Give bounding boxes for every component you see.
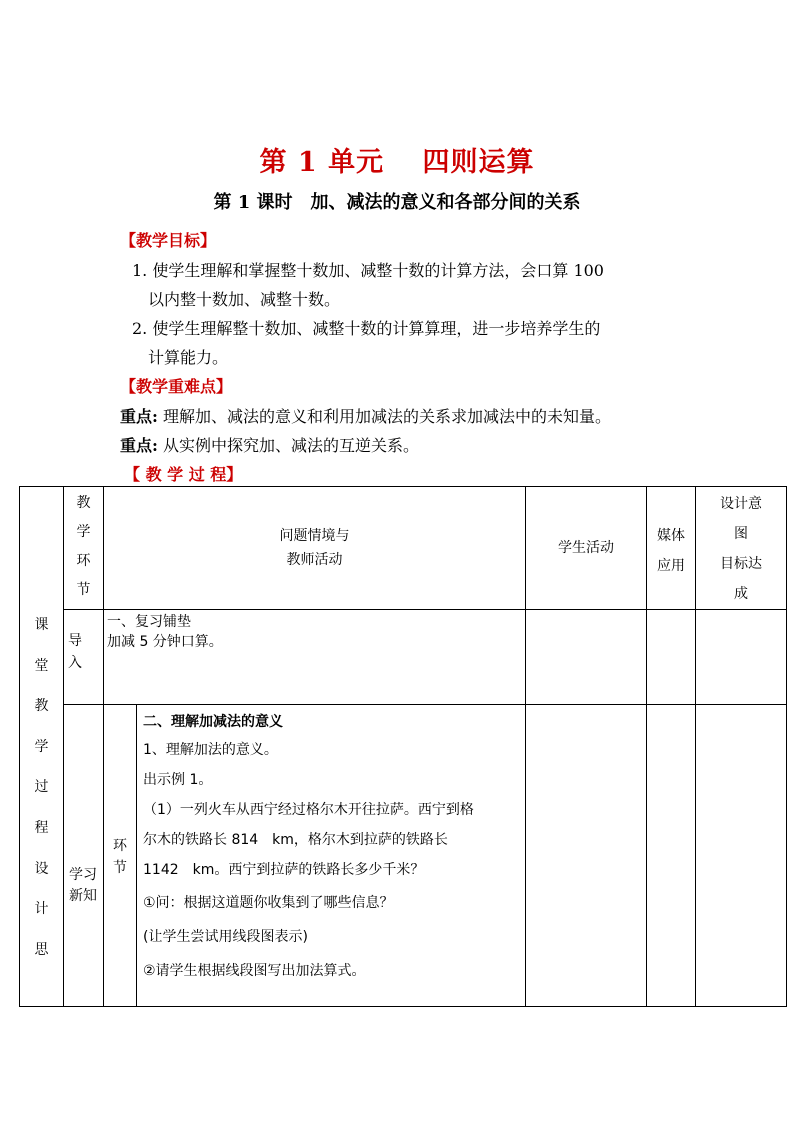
classroom-design-column: 课 堂 教 学 过 程 设 计 思 <box>20 487 64 1007</box>
header-question: 问题情境与 教师活动 <box>104 487 526 610</box>
table-header-row <box>20 487 787 610</box>
content-line: 1142 km。西宁到拉萨的铁路长多少千米？ <box>143 862 425 878</box>
key-point-1-text: 理解加、减法的意义和利用加减法的关系求加减法中的未知量。 <box>157 407 612 426</box>
objective-1-line2: 以内整十数加、减整十数。 <box>148 290 341 309</box>
objectives-heading: 【教学目标】 <box>120 231 217 250</box>
objective-2-line2: 计算能力。 <box>148 348 229 367</box>
header-design-intent: 设计意 图 目标达 成 <box>696 487 787 610</box>
intro-content: 一、复习铺垫 加减 5 分钟口算。 <box>104 610 526 705</box>
intro-media-cell <box>647 610 696 705</box>
key-point-2 <box>120 433 419 456</box>
header-student-activity: 学生活动 <box>526 487 647 610</box>
objective-1-line1: 1. 使学生理解和掌握整十数加、减整十数的计算方法，会口算 100 <box>132 261 604 280</box>
sub-stage: 环 节 <box>104 705 137 1007</box>
key-point-1-label: 重点: <box>120 407 158 426</box>
content-line: 尔木的铁路长 814 km，格尔木到拉萨的铁路长 <box>143 832 448 848</box>
header-stage: 教 学 环 节 <box>64 487 104 610</box>
new-knowledge-heading: 二、理解加减法的意义 <box>143 714 283 730</box>
key-point-1 <box>120 404 611 427</box>
stage-learn-new: 学习 新知 <box>64 705 104 1007</box>
lesson-subtitle: 第 1 课时 加、减法的意义和各部分间的关系 <box>213 192 581 213</box>
content-line: （1）一列火车从西宁经过格尔木开往拉萨。西宁到格 <box>143 802 474 818</box>
new-knowledge-content <box>137 705 526 1007</box>
content-line: (让学生尝试用线段图表示) <box>143 929 308 945</box>
key-points-heading: 【教学重难点】 <box>120 377 233 396</box>
teaching-process-table <box>19 486 787 1007</box>
objective-2-line1: 2. 使学生理解整十数加、减整十数的计算算理，进一步培养学生的 <box>132 319 601 338</box>
intro-student-cell <box>526 610 647 705</box>
content-line: ①问：根据这道题你收集到了哪些信息？ <box>143 895 394 911</box>
table-row-intro <box>20 610 787 705</box>
new-knowledge-media-cell <box>647 705 696 1007</box>
stage-intro: 导 入 <box>64 610 104 705</box>
content-line: 1、理解加法的意义。 <box>143 742 278 758</box>
table-row-new-knowledge <box>20 705 787 1007</box>
content-line: ②请学生根据线段图写出加法算式。 <box>143 963 366 979</box>
new-knowledge-design-cell <box>696 705 787 1007</box>
key-point-2-text: 从实例中探究加、减法的互逆关系。 <box>157 436 420 455</box>
header-media: 媒体 应用 <box>647 487 696 610</box>
intro-design-cell <box>696 610 787 705</box>
process-heading: 【 教 学 过 程】 <box>124 465 243 484</box>
new-knowledge-student-cell <box>526 705 647 1007</box>
content-line: 出示例 1。 <box>143 772 213 788</box>
page-title: 第 1 单元 四则运算 <box>259 147 535 178</box>
key-point-2-label: 重点: <box>120 436 158 455</box>
